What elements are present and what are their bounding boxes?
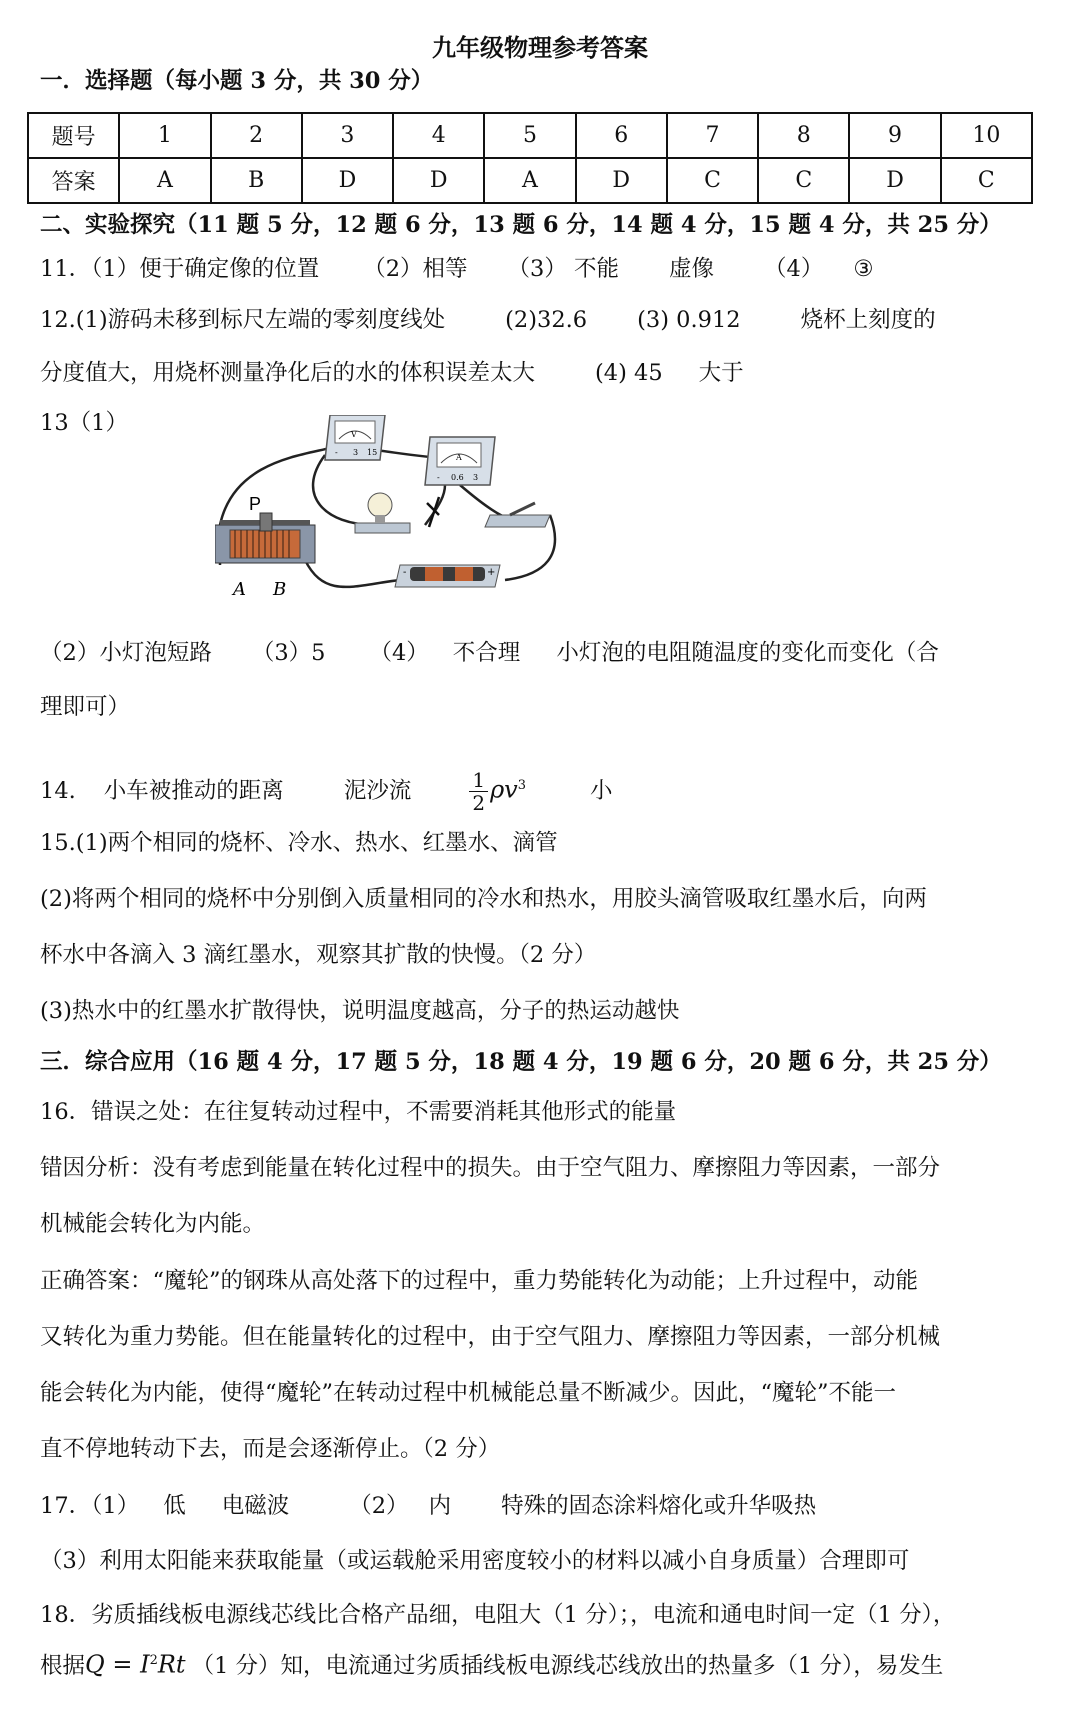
q16-line-3: 机械能会转化为内能。	[40, 1211, 266, 1237]
voltmeter-icon	[325, 415, 385, 460]
q16-line-7: 直不停地转动下去，而是会逐渐停止。（2 分）	[40, 1436, 501, 1462]
section-2-heading: 二、实验探究（11 题 5 分，12 题 6 分，13 题 6 分，14 题 4 分，15 题 4 分，共 25 分）	[40, 212, 1002, 238]
table-cell: A	[119, 158, 210, 203]
table-row	[28, 113, 1032, 158]
table-cell: 5	[484, 113, 575, 158]
ammeter-tick: 3	[473, 473, 479, 482]
q12-part6: (4) 45	[595, 360, 663, 386]
voltmeter-tick: 15	[367, 448, 378, 457]
voltmeter-letter: V	[351, 430, 357, 439]
formula-rt: Rt	[157, 1650, 186, 1679]
table-row	[28, 158, 1032, 203]
formula-i: I	[140, 1650, 150, 1679]
q13-label: 13（1）	[40, 410, 128, 436]
ammeter-icon	[425, 437, 495, 485]
q15-line-2: (2)将两个相同的烧杯中分别倒入质量相同的冷水和热水，用胶头滴管吸取红墨水后，向两	[40, 886, 927, 912]
q14-answer-4: 小	[590, 777, 613, 804]
q11-c: （3） 不能	[507, 256, 619, 282]
q12-part5: 分度值大，用烧杯测量净化后的水的体积误差太大	[40, 360, 536, 386]
q17-part2-a: 内	[428, 1493, 452, 1519]
q13-part3: （3）5	[251, 640, 326, 666]
section-3-heading: 三．综合应用（16 题 4 分，17 题 5 分，18 题 4 分，19 题 6 分，20 题 6 分，共 25 分）	[40, 1049, 1002, 1075]
q18-suffix: （1 分）知，电流通过劣质插线板电源线芯线放出的热量多（1 分），易发生	[191, 1652, 944, 1679]
table-cell: 4	[393, 113, 484, 158]
q12-line-1	[40, 305, 1044, 335]
table-cell: 题号	[28, 113, 119, 158]
ammeter-tick: -	[437, 473, 440, 482]
q14-exponent: 3	[517, 778, 527, 793]
q13-part4c: 小灯泡的电阻随温度的变化而变化（合	[556, 640, 939, 666]
slider-label: P	[249, 494, 262, 514]
page-title: 九年级物理参考答案	[432, 33, 648, 62]
q13-part2: （2）小灯泡短路	[40, 640, 212, 666]
q11-line	[40, 254, 1044, 284]
q13-line-3: 理即可）	[40, 694, 131, 720]
q11-a: 11．（1）便于确定像的位置	[40, 256, 320, 282]
formula-q: Q	[85, 1650, 105, 1679]
q14-line	[40, 756, 1044, 821]
q16-line-2: 错因分析：没有考虑到能量在转化过程中的损失。由于空气阻力、摩擦阻力等因素，一部分	[40, 1155, 941, 1181]
table-cell: D	[302, 158, 393, 203]
table-cell: 1	[119, 113, 210, 158]
q13-line-2	[40, 638, 1044, 668]
q17-part1: 17．（1）	[40, 1493, 140, 1519]
q17-line-2: （3）利用太阳能来获取能量（或运载舱采用密度较小的材料以减小自身质量）合理即可	[40, 1548, 910, 1574]
q11-d: 虚像	[669, 256, 715, 282]
answer-table	[27, 112, 1033, 204]
fraction-denominator: 2	[472, 791, 486, 815]
section-1-heading: 一．选择题（每小题 3 分，共 30 分）	[40, 68, 434, 94]
table-cell: D	[576, 158, 667, 203]
table-cell: C	[667, 158, 758, 203]
q13-part4a: （4）	[369, 640, 429, 666]
table-cell: 答案	[28, 158, 119, 203]
q15-line-1: 15.(1)两个相同的烧杯、冷水、热水、红墨水、滴管	[40, 830, 558, 856]
q12-part3: (3) 0.912	[637, 307, 741, 333]
q12-part2: (2)32.6	[505, 307, 588, 333]
table-cell: D	[849, 158, 940, 203]
terminal-b-label: B	[273, 579, 287, 600]
q14-answer-2: 泥沙流	[343, 777, 412, 804]
q17-part2: （2）	[349, 1493, 409, 1519]
table-cell: C	[758, 158, 849, 203]
q14-fraction	[469, 769, 488, 814]
q16-line-6: 能会转化为内能，使得“魔轮”在转动过程中机械能总量不断减少。因此，“魔轮”不能一	[40, 1380, 897, 1406]
q18-prefix: 根据	[40, 1652, 86, 1679]
table-cell: 3	[302, 113, 393, 158]
ammeter-letter: A	[456, 453, 462, 462]
q14-answer-1: 小车被推动的距离	[103, 777, 284, 804]
switch-icon	[485, 503, 550, 527]
table-cell: D	[393, 158, 484, 203]
cross-mark-icon	[427, 497, 439, 527]
table-cell: B	[211, 158, 302, 203]
q11-f: ③	[853, 256, 874, 282]
ammeter-tick: 0.6	[451, 473, 464, 482]
table-cell: 10	[941, 113, 1032, 158]
table-cell: 7	[667, 113, 758, 158]
q18-line-1: 18．劣质插线板电源线芯线比合格产品细，电阻大（1 分）；，电流和通电时间一定（1 分），	[40, 1602, 956, 1628]
q16-line-5: 又转化为重力势能。但在能量转化的过程中，由于空气阻力、摩擦阻力等因素，一部分机械	[40, 1324, 941, 1350]
table-cell: A	[484, 158, 575, 203]
q17-part2-b: 特殊的固态涂料熔化或升华吸热	[501, 1493, 817, 1519]
q16-line-1: 16．错误之处：在往复转动过程中，不需要消耗其他形式的能量	[40, 1099, 677, 1125]
voltmeter-tick: -	[335, 448, 338, 457]
table-cell: 2	[211, 113, 302, 158]
q18-line-2	[40, 1646, 1044, 1681]
q14-rho-v: ρv	[490, 775, 518, 804]
table-cell: C	[941, 158, 1032, 203]
q15-line-3: 杯水中各滴入 3 滴红墨水，观察其扩散的快慢。（2 分）	[40, 942, 597, 968]
table-cell: 8	[758, 113, 849, 158]
bulb-icon	[355, 493, 410, 533]
q12-part4: 烧杯上刻度的	[800, 307, 936, 333]
q16-line-4: 正确答案：“魔轮”的钢珠从高处落下的过程中，重力势能转化为动能；上升过程中，动能	[40, 1268, 919, 1294]
q14-number: 14.	[40, 777, 76, 804]
q17-part1-a: 低	[163, 1493, 186, 1519]
voltmeter-tick: 3	[353, 448, 359, 457]
formula-equals: =	[104, 1650, 141, 1679]
q12-line-2	[40, 358, 1044, 388]
table-cell: 6	[576, 113, 667, 158]
fraction-numerator: 1	[469, 769, 488, 792]
q12-part1: 12.(1)游码未移到标尺左端的零刻度线处	[40, 307, 446, 333]
q11-b: （2）相等	[363, 256, 468, 282]
battery-pos: +	[487, 567, 496, 578]
terminal-a-label: A	[233, 579, 246, 600]
table-cell: 9	[849, 113, 940, 158]
q13-part4b: 不合理	[452, 640, 521, 666]
q15-line-4: (3)热水中的红墨水扩散得快，说明温度越高，分子的热运动越快	[40, 998, 680, 1024]
q12-part7: 大于	[698, 360, 744, 386]
battery-icon	[395, 565, 500, 587]
formula-exponent: 2	[149, 1653, 158, 1668]
circuit-diagram	[215, 415, 595, 615]
q17-part1-b: 电磁波	[221, 1493, 290, 1519]
q11-e: （4）	[764, 256, 824, 282]
rheostat-icon	[215, 494, 315, 600]
battery-neg: -	[403, 567, 407, 578]
q17-line-1	[40, 1491, 1044, 1521]
